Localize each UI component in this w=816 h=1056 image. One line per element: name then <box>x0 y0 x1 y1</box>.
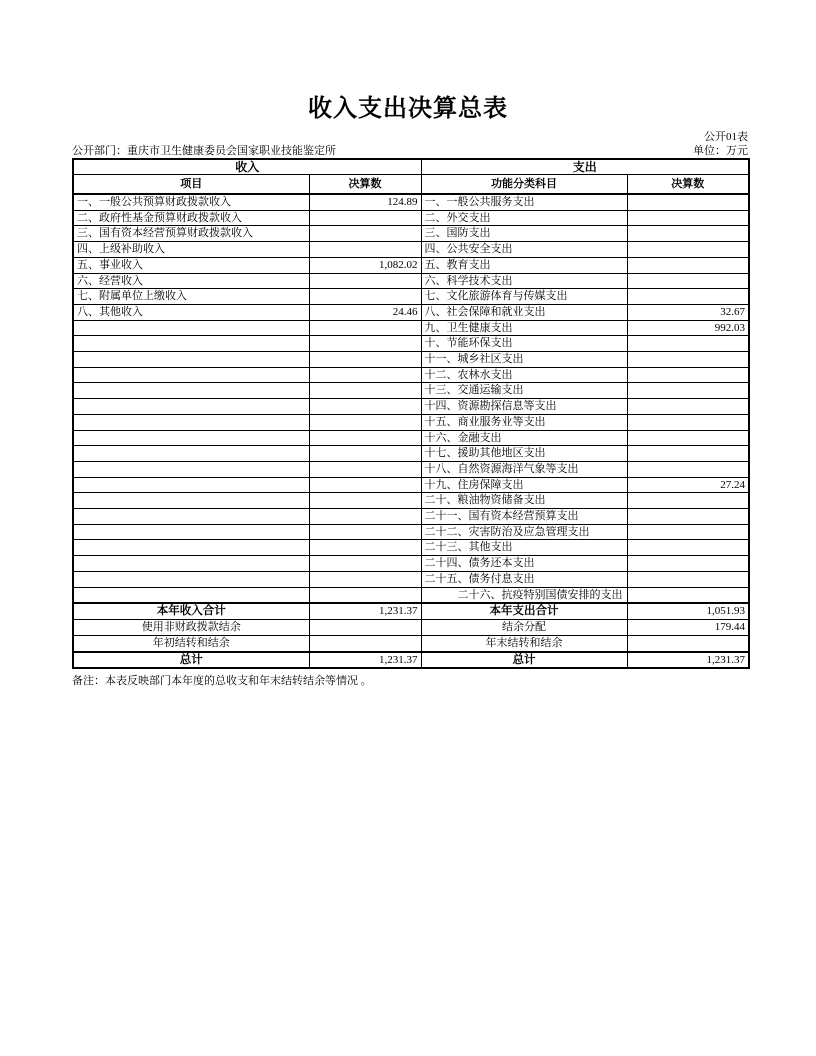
expense-total-amount-cell: 179.44 <box>627 620 749 636</box>
table-row <box>73 289 749 305</box>
income-amount-cell <box>309 242 421 258</box>
expense-amount-cell <box>627 587 749 603</box>
income-total-label-cell: 使用非财政拨款结余 <box>73 620 309 636</box>
table-row <box>73 461 749 477</box>
income-item-cell: 三、国有资本经营预算财政拨款收入 <box>73 226 309 242</box>
expense-item-cell: 一、一般公共服务支出 <box>421 194 627 210</box>
total-row <box>73 652 749 669</box>
column-header-row <box>73 175 749 195</box>
table-row <box>73 304 749 320</box>
income-item-cell <box>73 383 309 399</box>
income-total-label-cell: 年初结转和结余 <box>73 635 309 651</box>
table-row <box>73 556 749 572</box>
table-row <box>73 524 749 540</box>
expense-item-cell: 十二、农林水支出 <box>421 367 627 383</box>
income-item-cell <box>73 587 309 603</box>
income-total-amount-cell: 1,231.37 <box>309 652 421 669</box>
table-row <box>73 493 749 509</box>
income-amount-cell <box>309 446 421 462</box>
table-row <box>73 587 749 603</box>
table-row <box>73 226 749 242</box>
expense-item-cell: 十八、自然资源海洋气象等支出 <box>421 461 627 477</box>
income-item-cell <box>73 430 309 446</box>
income-amount-cell: 1,082.02 <box>309 257 421 273</box>
income-amount-cell <box>309 273 421 289</box>
income-item-cell <box>73 524 309 540</box>
expense-amount-cell <box>627 336 749 352</box>
expense-amount-cell <box>627 257 749 273</box>
income-amount-cell <box>309 524 421 540</box>
expense-amount-cell <box>627 226 749 242</box>
income-amount-cell <box>309 461 421 477</box>
expense-amount-cell <box>627 414 749 430</box>
income-item-cell: 二、政府性基金预算财政拨款收入 <box>73 210 309 226</box>
income-amount-cell <box>309 336 421 352</box>
income-amount-cell <box>309 556 421 572</box>
income-amount-cell <box>309 477 421 493</box>
expense-amount-cell <box>627 399 749 415</box>
expense-item-cell: 二十五、债务付息支出 <box>421 571 627 587</box>
table-row <box>73 477 749 493</box>
expense-item-cell: 八、社会保障和就业支出 <box>421 304 627 320</box>
expense-amount-cell <box>627 383 749 399</box>
table-header <box>73 159 749 194</box>
expense-amount-cell <box>627 273 749 289</box>
table-row <box>73 367 749 383</box>
expense-item-cell: 十七、援助其他地区支出 <box>421 446 627 462</box>
expense-item-cell: 十九、住房保障支出 <box>421 477 627 493</box>
table-row <box>73 383 749 399</box>
table-row <box>73 414 749 430</box>
expense-item-cell: 二十、粮油物资储备支出 <box>421 493 627 509</box>
expense-amount-cell <box>627 524 749 540</box>
income-item-cell <box>73 336 309 352</box>
expense-item-cell: 十六、金融支出 <box>421 430 627 446</box>
total-row <box>73 603 749 619</box>
income-amount-cell <box>309 383 421 399</box>
income-total-amount-cell <box>309 620 421 636</box>
expense-amount-cell <box>627 367 749 383</box>
income-item-cell: 八、其他收入 <box>73 304 309 320</box>
expense-item-cell: 十四、资源勘探信息等支出 <box>421 399 627 415</box>
table-row <box>73 273 749 289</box>
income-amount-cell <box>309 493 421 509</box>
income-amount-cell <box>309 210 421 226</box>
income-total-label-cell: 本年收入合计 <box>73 603 309 619</box>
expense-item-cell: 七、文化旅游体育与传媒支出 <box>421 289 627 305</box>
expense-item-cell: 二十六、抗疫特别国债安排的支出 <box>421 587 627 603</box>
table-row <box>73 242 749 258</box>
table-number: 公开01表 <box>704 131 748 143</box>
income-amount-cell <box>309 399 421 415</box>
income-item-cell <box>73 367 309 383</box>
expense-item-cell: 五、教育支出 <box>421 257 627 273</box>
expense-section-header: 支出 <box>421 159 749 175</box>
income-item-cell <box>73 446 309 462</box>
expense-item-cell: 六、科学技术支出 <box>421 273 627 289</box>
income-item-cell <box>73 414 309 430</box>
expense-total-label-cell: 本年支出合计 <box>421 603 627 619</box>
footnote: 备注：本表反映部门本年度的总收支和年末结转结余等情况 。 <box>72 675 372 687</box>
expense-item-column-header: 功能分类科目 <box>421 175 627 195</box>
income-item-cell: 五、事业收入 <box>73 257 309 273</box>
expense-amount-cell <box>627 556 749 572</box>
income-amount-column-header: 决算数 <box>309 175 421 195</box>
income-amount-cell: 124.89 <box>309 194 421 210</box>
expense-amount-cell: 27.24 <box>627 477 749 493</box>
income-amount-cell <box>309 587 421 603</box>
income-item-cell <box>73 509 309 525</box>
total-row <box>73 620 749 636</box>
department-label: 公开部门：重庆市卫生健康委员会国家职业技能鉴定所 <box>72 145 336 157</box>
income-amount-cell <box>309 320 421 336</box>
income-amount-cell <box>309 289 421 305</box>
income-item-cell: 七、附属单位上缴收入 <box>73 289 309 305</box>
expense-amount-cell <box>627 540 749 556</box>
income-item-cell <box>73 399 309 415</box>
expense-item-cell: 二十二、灾害防治及应急管理支出 <box>421 524 627 540</box>
section-header-row <box>73 159 749 175</box>
expense-amount-cell: 32.67 <box>627 304 749 320</box>
expense-item-cell: 二十四、债务还本支出 <box>421 556 627 572</box>
expense-amount-column-header: 决算数 <box>627 175 749 195</box>
expense-total-label-cell: 总计 <box>421 652 627 669</box>
table-row <box>73 430 749 446</box>
expense-amount-cell <box>627 352 749 368</box>
expense-total-label-cell: 年末结转和结余 <box>421 635 627 651</box>
expense-item-cell: 十五、商业服务业等支出 <box>421 414 627 430</box>
income-amount-cell <box>309 352 421 368</box>
income-amount-cell <box>309 571 421 587</box>
expense-amount-cell <box>627 194 749 210</box>
table-row <box>73 509 749 525</box>
table-row <box>73 352 749 368</box>
income-item-cell: 四、上级补助收入 <box>73 242 309 258</box>
income-total-amount-cell <box>309 635 421 651</box>
expense-amount-cell: 992.03 <box>627 320 749 336</box>
income-total-amount-cell: 1,231.37 <box>309 603 421 619</box>
income-item-cell <box>73 320 309 336</box>
expense-item-cell: 十、节能环保支出 <box>421 336 627 352</box>
income-item-cell: 一、一般公共预算财政拨款收入 <box>73 194 309 210</box>
income-amount-cell <box>309 367 421 383</box>
table-row <box>73 336 749 352</box>
income-amount-cell: 24.46 <box>309 304 421 320</box>
income-item-cell <box>73 352 309 368</box>
expense-amount-cell <box>627 210 749 226</box>
expense-amount-cell <box>627 289 749 305</box>
income-item-cell: 六、经营收入 <box>73 273 309 289</box>
expense-item-cell: 二十三、其他支出 <box>421 540 627 556</box>
meta-row <box>72 145 748 157</box>
income-total-label-cell: 总计 <box>73 652 309 669</box>
income-amount-cell <box>309 226 421 242</box>
income-item-cell <box>73 556 309 572</box>
income-amount-cell <box>309 540 421 556</box>
budget-table <box>72 158 750 669</box>
total-rows <box>73 603 749 668</box>
table-row <box>73 257 749 273</box>
expense-amount-cell <box>627 509 749 525</box>
income-item-cell <box>73 477 309 493</box>
income-amount-cell <box>309 509 421 525</box>
income-item-cell <box>73 540 309 556</box>
expense-item-cell: 二、外交支出 <box>421 210 627 226</box>
income-item-cell <box>73 493 309 509</box>
income-amount-cell <box>309 430 421 446</box>
expense-total-amount-cell: 1,051.93 <box>627 603 749 619</box>
income-item-cell <box>73 571 309 587</box>
expense-amount-cell <box>627 430 749 446</box>
expense-total-amount-cell <box>627 635 749 651</box>
table-row <box>73 399 749 415</box>
expense-total-label-cell: 结余分配 <box>421 620 627 636</box>
table-row <box>73 210 749 226</box>
income-amount-cell <box>309 414 421 430</box>
total-row <box>73 635 749 651</box>
income-item-column-header: 项目 <box>73 175 309 195</box>
expense-item-cell: 十一、城乡社区支出 <box>421 352 627 368</box>
expense-amount-cell <box>627 461 749 477</box>
expense-item-cell: 十三、交通运输支出 <box>421 383 627 399</box>
income-section-header: 收入 <box>73 159 421 175</box>
expense-amount-cell <box>627 571 749 587</box>
table-row <box>73 540 749 556</box>
expense-total-amount-cell: 1,231.37 <box>627 652 749 669</box>
expense-item-cell: 二十一、国有资本经营预算支出 <box>421 509 627 525</box>
table-row <box>73 320 749 336</box>
body-rows <box>73 194 749 603</box>
table-row <box>73 194 749 210</box>
page-title: 收入支出决算总表 <box>308 96 508 122</box>
expense-amount-cell <box>627 242 749 258</box>
expense-item-cell: 四、公共安全支出 <box>421 242 627 258</box>
table-row <box>73 446 749 462</box>
income-item-cell <box>73 461 309 477</box>
table-row <box>73 571 749 587</box>
expense-item-cell: 九、卫生健康支出 <box>421 320 627 336</box>
expense-amount-cell <box>627 493 749 509</box>
expense-amount-cell <box>627 446 749 462</box>
expense-item-cell: 三、国防支出 <box>421 226 627 242</box>
unit-label: 单位：万元 <box>693 145 748 157</box>
